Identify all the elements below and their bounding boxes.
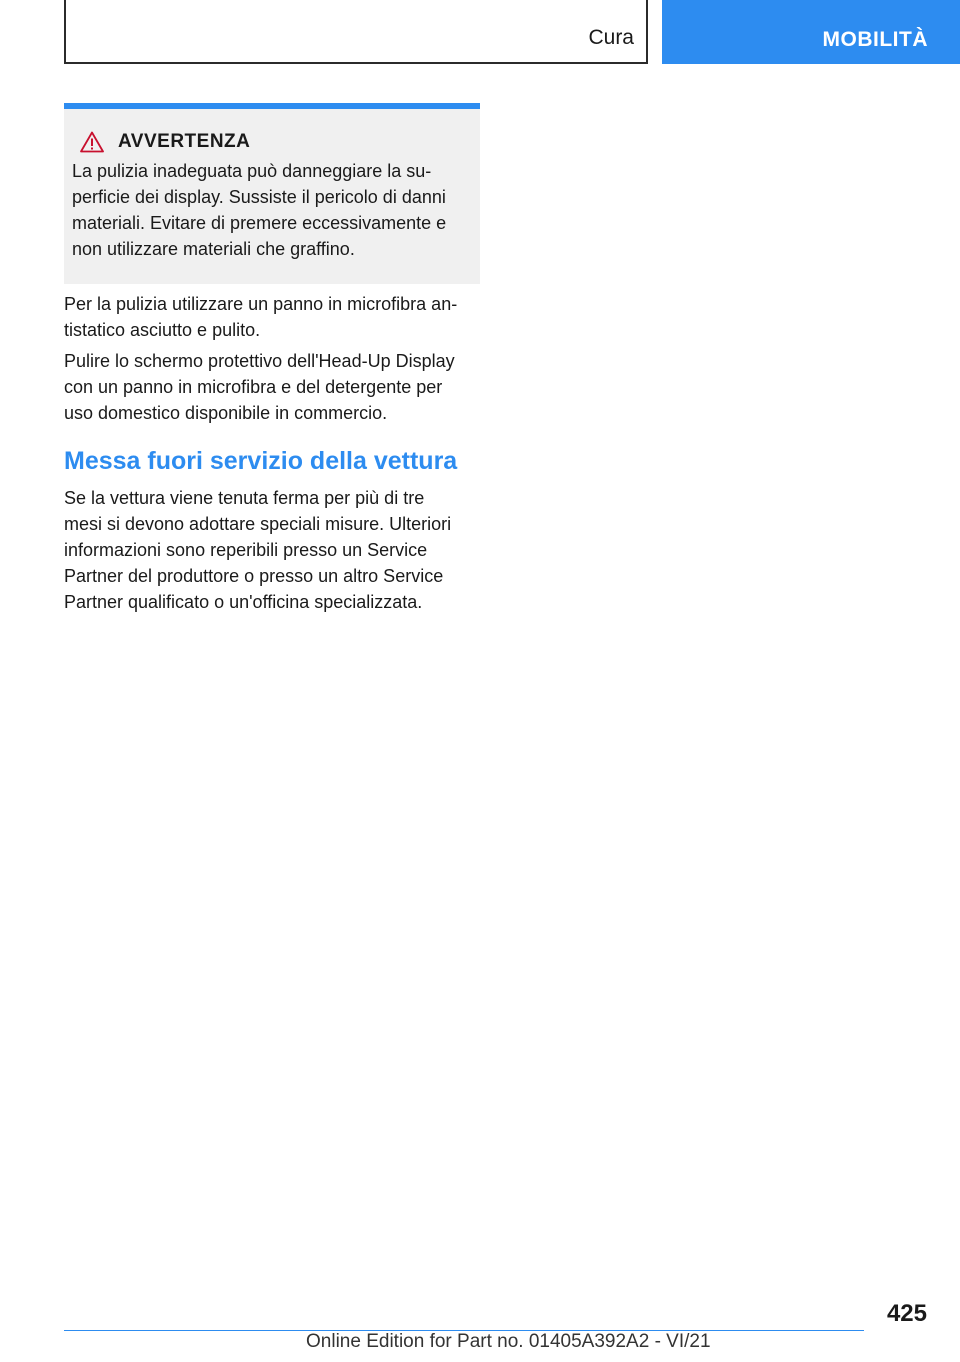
- warning-line: La pulizia inadeguata può danneggiare la su-: [72, 161, 432, 181]
- warning-triangle-icon: [80, 131, 104, 153]
- page-number: 425: [886, 1300, 927, 1327]
- paragraph-cleaning-cloth: [64, 291, 484, 343]
- text-line: Se la vettura viene tenuta ferma per più di tre: [64, 488, 425, 508]
- text-line: Per la pulizia utilizzare un panno in microfibra an-: [64, 294, 458, 314]
- section-label: Cura: [588, 26, 634, 49]
- text-line: uso domestico disponibile in commercio.: [64, 403, 388, 423]
- text-line: tistatico asciutto e pulito.: [64, 320, 261, 340]
- header-section-title: [64, 0, 648, 64]
- warning-line: perficie dei display. Sussiste il pericolo di danni: [72, 187, 446, 207]
- text-line: Partner del produttore o presso un altro Service: [64, 566, 444, 586]
- section-heading: Messa fuori servizio della vettura: [64, 447, 458, 475]
- warning-heading: [80, 131, 466, 153]
- warning-line: non utilizzare materiali che graffino.: [72, 239, 355, 259]
- text-line: Pulire lo schermo protettivo dell'Head-Up Display: [64, 351, 455, 371]
- paragraph-head-up-display: [64, 348, 484, 426]
- header-chapter-tab: [662, 0, 960, 64]
- warning-line: materiali. Evitare di premere eccessivamente e: [72, 213, 447, 233]
- footer-edition: Online Edition for Part no. 01405A392A2 - VI/21: [306, 1331, 711, 1352]
- warning-title: AVVERTENZA: [118, 131, 251, 152]
- text-line: con un panno in microfibra e del detergente per: [64, 377, 443, 397]
- warning-text: [72, 158, 466, 262]
- text-line: Partner qualificato o un'officina specializzata.: [64, 592, 423, 612]
- warning-box: [64, 103, 480, 284]
- paragraph-decommission: [64, 485, 484, 615]
- text-line: mesi si devono adottare speciali misure. Ulteriori: [64, 514, 452, 534]
- chapter-label: MOBILITÀ: [822, 28, 928, 51]
- text-line: informazioni sono reperibili presso un Service: [64, 540, 428, 560]
